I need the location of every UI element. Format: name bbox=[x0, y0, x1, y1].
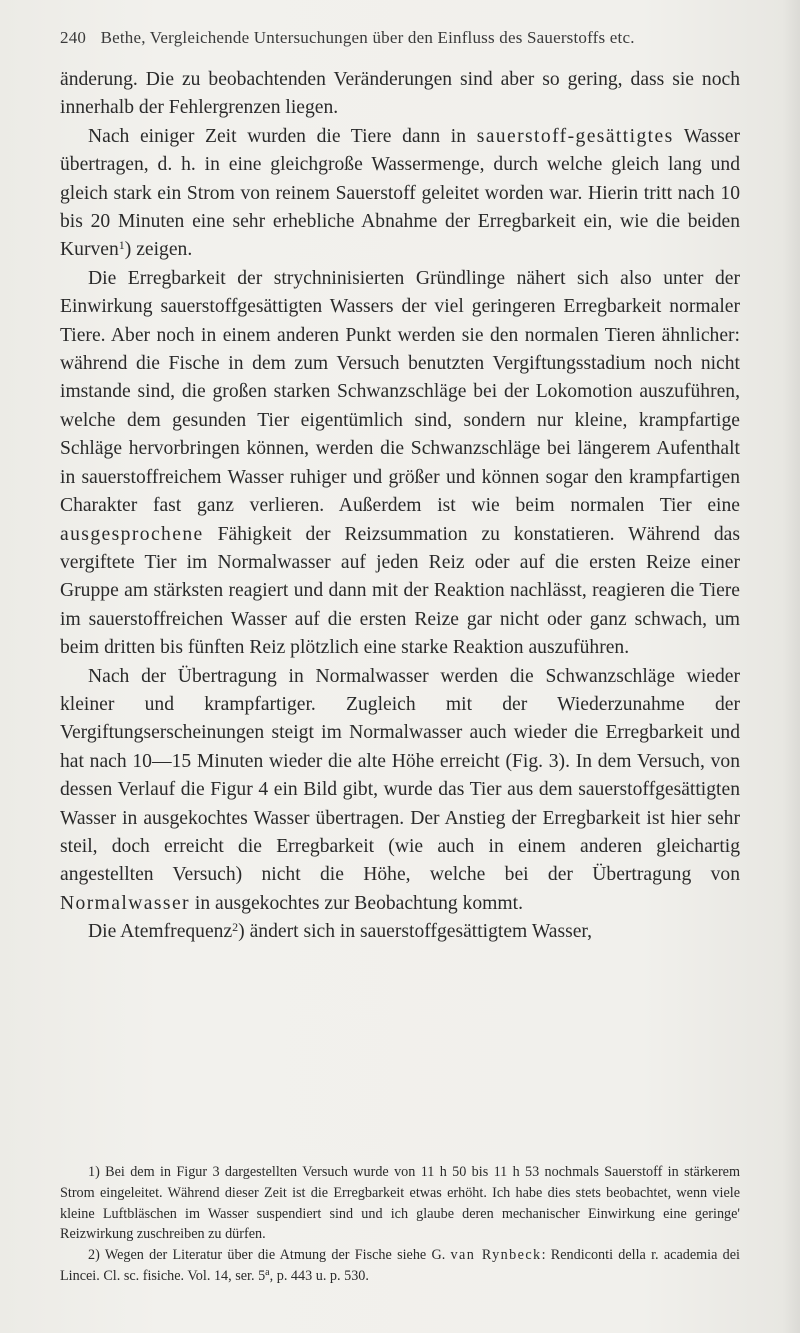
footnote-2-text-a: 2) Wegen der Literatur über die Atmung der Fische siehe G. bbox=[88, 1247, 446, 1264]
paragraph-3-text-b: Fähigkeit der Reizsummation zu konstatieren. Während das vergiftete Tier im Normalwasser auf jeden Reiz oder auf die ersten Reize einer Gruppe am stärksten reagiert und dann mit der Reaktion nachlässt, reagieren die Tiere im sauerstoffreichen Wasser auf die ersten Reize gar nicht oder ganz schwach, um beim dritten bis fünften Reiz plötzlich eine starke Reaktion auszuführen. bbox=[60, 523, 740, 659]
page-number: 240 bbox=[60, 28, 87, 47]
page-edge-shadow bbox=[782, 0, 800, 1333]
paragraph-3-text-a: Die Erregbarkeit der strychninisierten Gründlinge nähert sich also unter der Einwirkung sauerstoffgesättigten Wassers der viel geringeren Erregbarkeit normaler Tiere. Aber noch in einem anderen Punkt werden sie den normalen Tieren ähnlicher: während die Fische in dem zum Versuch benutzten Vergiftungsstadium noch nicht imstande sind, die großen starken Schwanzschläge bei der Lokomotion auszuführen, welche dem gesunden Tier eigentümlich sind, sondern nur kleine, krampfartige Schläge hervorbringen können, werden die Schwanzschläge bei längerem Aufenthalt in sauerstoffreichem Wasser ruhiger und größer und können sogar den krampfartigen Charakter fast ganz verlieren. Außerdem ist wie beim normalen Tier eine bbox=[60, 267, 740, 517]
footnote-2 bbox=[60, 1245, 740, 1287]
footnote-1-text: 1) Bei dem in Figur 3 dargestellten Versuch wurde von 11 h 50 bis 11 h 53 nochmals Sauerstoff in stärkerem Strom eingeleitet. Während dieser Zeit ist die Erregbarkeit etwas erhöht. Ich habe dies stets beobachtet, wenn viele kleine Luftbläschen im Wasser suspendiert sind und ich glaube deren mechanischer Einwirkung eine geringe' Reizwirkung zuschreiben zu dürfen. bbox=[60, 1164, 740, 1243]
paragraph-2-text-a: Nach einiger Zeit wurden die Tiere dann in bbox=[88, 125, 467, 147]
footnote-2-author: van Rynbeck bbox=[450, 1247, 542, 1264]
paragraph-1-text: änderung. Die zu beobachtenden Veränderungen sind aber so gering, dass sie noch innerhalb der Fehlergrenzen liegen. bbox=[60, 69, 740, 119]
paragraph-4-emphasis: Normalwasser bbox=[60, 892, 190, 914]
paragraph-4 bbox=[60, 663, 740, 919]
footnote-2-superscript: a bbox=[265, 1266, 270, 1278]
paragraph-5-text-a: Die Atemfrequenz bbox=[88, 921, 233, 943]
paragraph-5 bbox=[60, 918, 740, 946]
footnote-ref-1: 1 bbox=[118, 238, 125, 253]
paragraph-4-text-a: Nach der Übertragung in Normalwasser werden die Schwanzschläge wieder kleiner und krampfartiger. Zugleich mit der Wiederzunahme der Vergiftungserscheinungen steigt im Normalwasser auch wieder die Erregbarkeit und hat nach 10—15 Minuten wieder die alte Höhe erreicht (Fig. 3). In dem Versuch, von dessen Verlauf die Figur 4 ein Bild gibt, wurde das Tier aus dem sauerstoffgesättigten Wasser in ausgekochtes Wasser übertragen. Der Anstieg der Erregbarkeit ist hier sehr steil, doch erreicht die Erregbarkeit (wie auch in einem anderen gleichartig angestellten Versuch) nicht die Höhe, welche bei der Übertragung von bbox=[60, 665, 740, 886]
paragraph-1 bbox=[60, 66, 740, 123]
footnote-2-text-b: : Rendiconti della r. academia dei Lincei. Cl. sc. fisiche. Vol. 14, ser. 5 bbox=[60, 1247, 740, 1284]
paragraph-2 bbox=[60, 123, 740, 265]
paragraph-2-emphasis: sauerstoff-gesättigtes bbox=[476, 125, 674, 147]
paragraph-3-emphasis: ausgesprochene bbox=[60, 523, 204, 545]
paragraph-3 bbox=[60, 265, 740, 663]
footnotes bbox=[60, 1162, 740, 1287]
paragraph-2-text-b: Wasser übertragen, d. h. in eine gleichgroße Wassermenge, durch welche gleich lang und gleich stark ein Strom von reinem Sauerstoff geleitet worden war. Hierin tritt nach 10 bis 20 Minuten eine sehr erhebliche Abnahme der Erregbarkeit ein, wie die beiden Kurven bbox=[60, 125, 740, 261]
footnote-1 bbox=[60, 1162, 740, 1245]
main-text bbox=[60, 66, 740, 947]
running-header bbox=[60, 28, 740, 48]
footnote-2-text-c: , p. 443 u. p. 530. bbox=[269, 1267, 369, 1284]
paragraph-4-text-b: in ausgekochtes zur Beobachtung kommt. bbox=[194, 892, 524, 914]
footnote-ref-2: 2 bbox=[232, 920, 239, 935]
paragraph-2-text-c: ) zeigen. bbox=[124, 239, 193, 261]
running-title: Bethe, Vergleichende Untersuchungen über den Einfluss des Sauerstoffs etc. bbox=[100, 28, 635, 47]
paragraph-5-text-b: ) ändert sich in sauerstoffgesättigtem Wasser, bbox=[238, 921, 593, 943]
